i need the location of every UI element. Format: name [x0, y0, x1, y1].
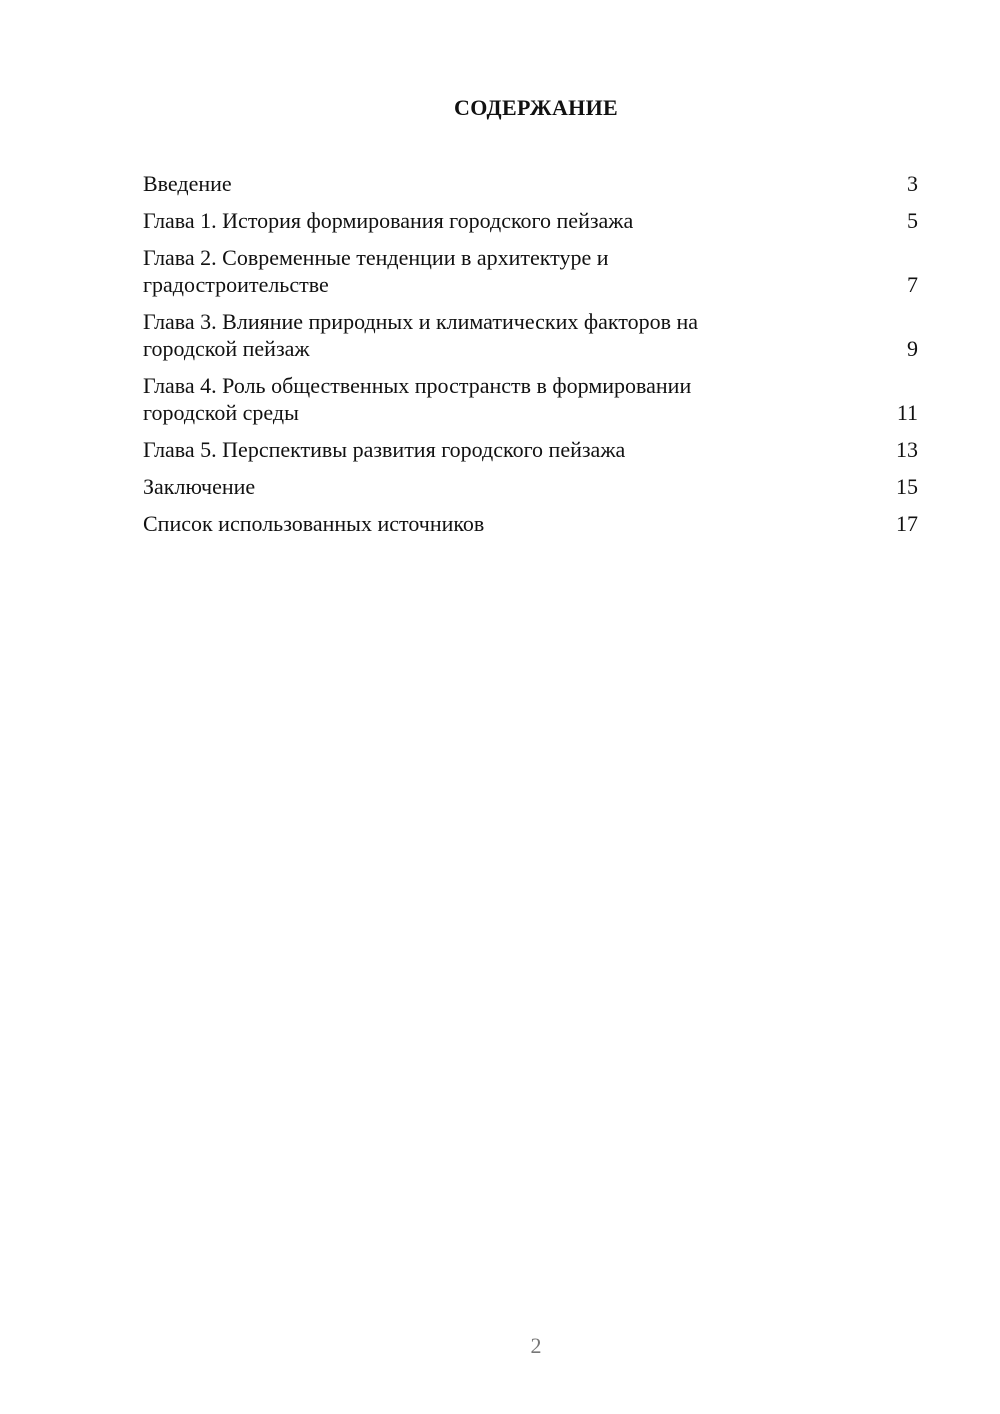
toc-entry-label: Введение	[143, 171, 232, 196]
toc-entry-page: 5	[907, 208, 918, 233]
toc-entry-references	[143, 510, 918, 537]
toc-entry-chapter-5	[143, 436, 918, 463]
toc-entry-page: 7	[907, 272, 918, 297]
toc-entry-page: 15	[896, 474, 918, 499]
toc-entry-page: 3	[907, 171, 918, 196]
toc-entry-label: Глава 4. Роль общественных пространств в формировании городской среды	[143, 373, 692, 425]
toc-entry-label: Список использованных источников	[143, 511, 485, 536]
table-of-contents	[143, 170, 918, 547]
toc-entry-label: Заключение	[143, 474, 256, 499]
toc-entry-chapter-3	[143, 308, 918, 362]
toc-title: СОДЕРЖАНИЕ	[454, 95, 618, 120]
toc-entry-chapter-1	[143, 207, 918, 234]
toc-entry-page: 17	[896, 511, 918, 536]
page-number: 2	[530, 1333, 542, 1358]
toc-entry-page: 11	[896, 400, 918, 425]
toc-entry-label: Глава 5. Перспективы развития городского пейзажа	[143, 437, 626, 462]
toc-entry-label: Глава 2. Современные тенденции в архитектуре и градостроительстве	[143, 245, 609, 297]
toc-entry-conclusion	[143, 473, 918, 500]
toc-entry-page: 13	[896, 437, 918, 462]
toc-entry-label: Глава 3. Влияние природных и климатических факторов на городской пейзаж	[143, 309, 699, 361]
toc-entry-chapter-2	[143, 244, 918, 298]
toc-entry-label: Глава 1. История формирования городского пейзажа	[143, 208, 634, 233]
toc-entry-page: 9	[907, 336, 918, 361]
toc-entry-introduction	[143, 170, 918, 197]
toc-entry-chapter-4	[143, 372, 918, 426]
